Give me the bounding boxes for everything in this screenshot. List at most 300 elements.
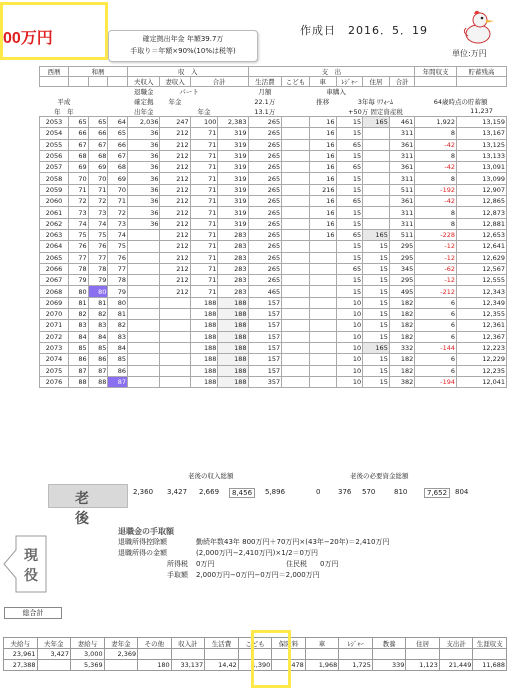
table-cell: 15: [363, 309, 390, 320]
table-cell: 495: [389, 286, 414, 297]
table-row: [40, 128, 507, 139]
summary-cell: [406, 649, 440, 660]
table-cell: 71: [190, 196, 218, 207]
table-cell: [363, 128, 390, 139]
table-cell: 188: [218, 320, 248, 331]
table-cell: 72: [88, 196, 108, 207]
table-cell: 15: [363, 263, 390, 274]
table-cell: 319: [218, 150, 248, 161]
table-cell: 212: [160, 150, 190, 161]
col-expense-total: 合計: [389, 77, 414, 87]
table-cell: 15: [336, 275, 363, 286]
table-cell: 265: [248, 162, 282, 173]
table-cell: 16: [309, 128, 336, 139]
table-cell: 511: [389, 229, 414, 240]
table-cell: 71: [88, 184, 108, 195]
table-cell: 74: [108, 229, 128, 240]
summary-cell: 3,427: [37, 649, 71, 660]
table-cell: 12,907: [457, 184, 507, 195]
table-cell: 36: [128, 218, 160, 229]
summary-value: 810: [394, 488, 408, 496]
income-amount-value: (2,000万円−2,410万円)×1/2＝0万円: [196, 549, 318, 557]
table-cell: [282, 207, 310, 218]
table-cell: 84: [68, 331, 88, 342]
table-cell: 2058: [40, 173, 69, 184]
table-cell: 16: [309, 173, 336, 184]
table-row: [40, 196, 507, 207]
table-cell: 157: [248, 331, 282, 342]
summary-value: 570: [362, 488, 376, 496]
table-cell: 2066: [40, 263, 69, 274]
income-total-label: 老後の収入総額: [188, 472, 234, 480]
table-cell: 265: [248, 196, 282, 207]
table-cell: 319: [218, 139, 248, 150]
table-cell: 16: [309, 196, 336, 207]
table-cell: 283: [218, 263, 248, 274]
table-cell: 182: [389, 320, 414, 331]
table-cell: 71: [68, 184, 88, 195]
table-cell: [363, 196, 390, 207]
table-cell: 15: [363, 286, 390, 297]
table-cell: 81: [88, 297, 108, 308]
summary-cell: 車: [305, 638, 339, 649]
table-cell: 83: [68, 320, 88, 331]
table-cell: 182: [389, 309, 414, 320]
table-cell: [282, 196, 310, 207]
label-monthly-3: 13.1万: [254, 107, 276, 116]
table-cell: 16: [309, 218, 336, 229]
table-cell: 295: [389, 252, 414, 263]
table-cell: 67: [88, 139, 108, 150]
table-cell: 188: [218, 365, 248, 376]
table-cell: 12,653: [457, 229, 507, 240]
table-cell: 69: [108, 173, 128, 184]
table-cell: 84: [88, 331, 108, 342]
col-housing: 住居: [363, 77, 390, 87]
table-cell: 2073: [40, 342, 69, 353]
table-cell: 319: [218, 218, 248, 229]
table-cell: 13,099: [457, 173, 507, 184]
summary-cell: [473, 649, 507, 660]
table-cell: 2070: [40, 309, 69, 320]
table-cell: 74: [88, 218, 108, 229]
table-cell: 361: [389, 162, 414, 173]
table-cell: 71: [190, 162, 218, 173]
table-cell: 2063: [40, 229, 69, 240]
pension-callout: [108, 30, 258, 62]
table-cell: 76: [88, 241, 108, 252]
table-cell: 188: [218, 354, 248, 365]
table-cell: [309, 342, 336, 353]
summary-value: 7,652: [424, 488, 450, 498]
table-cell: 86: [88, 354, 108, 365]
table-cell: 157: [248, 320, 282, 331]
table-cell: 82: [108, 320, 128, 331]
table-cell: 87: [88, 365, 108, 376]
table-cell: 465: [248, 286, 282, 297]
summary-cell: 1,968: [305, 660, 339, 671]
summary-cell: 33,137: [171, 660, 205, 671]
table-cell: 182: [389, 354, 414, 365]
table-cell: 12,629: [457, 252, 507, 263]
table-cell: 357: [248, 376, 282, 387]
col-year: 西暦: [40, 67, 69, 77]
table-cell: -228: [415, 229, 457, 240]
table-cell: 212: [160, 207, 190, 218]
table-cell: 188: [218, 376, 248, 387]
summary-cell: 27,388: [4, 660, 38, 671]
table-cell: 16: [309, 150, 336, 161]
label-out-pension: 出年金: [134, 107, 154, 116]
table-cell: [282, 354, 310, 365]
table-cell: 71: [190, 218, 218, 229]
table-cell: 265: [248, 128, 282, 139]
table-cell: 66: [88, 128, 108, 139]
table-cell: 2072: [40, 331, 69, 342]
retirement-heading: 退職金の手取額: [118, 527, 174, 536]
table-cell: 10: [336, 309, 363, 320]
table-cell: 36: [128, 150, 160, 161]
table-cell: [282, 365, 310, 376]
label-trend: 推移: [316, 98, 330, 106]
table-cell: 265: [248, 275, 282, 286]
label-pension: 年金: [168, 98, 182, 106]
table-cell: 15: [363, 241, 390, 252]
summary-value: 376: [338, 488, 352, 496]
table-cell: 12,041: [457, 376, 507, 387]
table-cell: 8: [415, 207, 457, 218]
table-cell: -144: [415, 342, 457, 353]
table-cell: [282, 162, 310, 173]
table-cell: 15: [336, 128, 363, 139]
table-cell: 71: [190, 184, 218, 195]
table-cell: 13,091: [457, 162, 507, 173]
table-cell: 77: [88, 252, 108, 263]
senior-label: 老 後: [75, 491, 111, 527]
table-cell: 6: [415, 354, 457, 365]
table-cell: 311: [389, 218, 414, 229]
current-arrow-icon: [2, 534, 50, 594]
table-cell: [282, 173, 310, 184]
table-cell: 10: [336, 320, 363, 331]
table-cell: 15: [363, 331, 390, 342]
table-cell: 74: [68, 218, 88, 229]
summary-cell: [439, 649, 473, 660]
table-cell: 65: [336, 229, 363, 240]
table-cell: 2,036: [128, 117, 160, 128]
summary-cell: 180: [138, 660, 172, 671]
table-cell: -12: [415, 241, 457, 252]
table-cell: 6: [415, 331, 457, 342]
table-cell: -12: [415, 275, 457, 286]
label-part: パート: [179, 88, 199, 97]
table-cell: 12,881: [457, 218, 507, 229]
table-cell: 15: [336, 150, 363, 161]
table-cell: [128, 297, 160, 308]
table-row: [40, 207, 507, 218]
table-cell: 265: [248, 207, 282, 218]
table-cell: 265: [248, 252, 282, 263]
table-cell: [128, 365, 160, 376]
table-cell: 188: [190, 342, 218, 353]
table-cell: 15: [336, 207, 363, 218]
table-cell: 2055: [40, 139, 69, 150]
table-cell: 86: [68, 354, 88, 365]
table-cell: 2065: [40, 252, 69, 263]
table-cell: 66: [108, 139, 128, 150]
summary-cell: 収入計: [171, 638, 205, 649]
net-amount-value: 2,000万円−0万円−0万円＝2,000万円: [196, 571, 320, 579]
expense-total-label: 老後の必要資金総額: [350, 472, 409, 480]
table-cell: -42: [415, 162, 457, 173]
table-cell: 70: [108, 184, 128, 195]
table-cell: [309, 286, 336, 297]
table-row: [40, 309, 507, 320]
table-cell: [309, 320, 336, 331]
table-cell: 165: [363, 229, 390, 240]
table-cell: 78: [108, 275, 128, 286]
table-cell: 69: [68, 162, 88, 173]
table-cell: 36: [128, 196, 160, 207]
table-cell: 319: [218, 207, 248, 218]
current-label-2: 役: [24, 568, 38, 584]
table-cell: [282, 117, 310, 128]
summary-value: 804: [455, 488, 469, 496]
table-cell: 265: [248, 150, 282, 161]
callout-line-1: 確定拠出年金 年額39.7万: [142, 35, 224, 43]
table-cell: 10: [336, 331, 363, 342]
col-income: 収 入: [128, 67, 248, 77]
table-cell: 83: [88, 320, 108, 331]
table-cell: [282, 297, 310, 308]
summary-value: 8,456: [229, 488, 255, 498]
table-row: [40, 184, 507, 195]
table-cell: 68: [88, 150, 108, 161]
table-cell: 71: [190, 263, 218, 274]
table-cell: 157: [248, 309, 282, 320]
created-date: 作成日 2016．5．19: [300, 24, 428, 37]
col-era: 和暦: [68, 67, 127, 77]
col-child: こども: [282, 77, 310, 87]
table-cell: 2076: [40, 376, 69, 387]
table-cell: 73: [108, 218, 128, 229]
table-cell: -42: [415, 196, 457, 207]
table-cell: 71: [190, 139, 218, 150]
table-cell: [160, 320, 190, 331]
label-fixed-pension: 確定拠: [134, 98, 154, 106]
table-cell: 216: [309, 184, 336, 195]
table-cell: -212: [415, 286, 457, 297]
table-cell: 84: [108, 342, 128, 353]
table-cell: 247: [160, 117, 190, 128]
table-cell: 311: [389, 207, 414, 218]
table-cell: 85: [68, 342, 88, 353]
table-cell: 81: [68, 297, 88, 308]
table-cell: 157: [248, 365, 282, 376]
table-cell: 2053: [40, 117, 69, 128]
table-cell: -62: [415, 263, 457, 274]
summary-cell: 478: [272, 660, 306, 671]
col-income-total: 合計: [190, 77, 248, 87]
table-cell: 85: [108, 354, 128, 365]
table-cell: 82: [88, 309, 108, 320]
table-cell: 70: [68, 173, 88, 184]
summary-cell: 3,000: [71, 649, 105, 660]
table-cell: [309, 275, 336, 286]
table-cell: 265: [248, 139, 282, 150]
table-cell: 15: [336, 184, 363, 195]
table-cell: 188: [190, 365, 218, 376]
table-cell: 73: [88, 207, 108, 218]
table-cell: 212: [160, 218, 190, 229]
label-pension-2: 年金: [197, 107, 211, 116]
table-cell: 12,555: [457, 275, 507, 286]
table-cell: 15: [363, 252, 390, 263]
table-cell: 71: [190, 207, 218, 218]
table-cell: 86: [108, 365, 128, 376]
table-cell: 65: [336, 162, 363, 173]
table-cell: 65: [108, 128, 128, 139]
table-row: [40, 139, 507, 150]
table-cell: 13,133: [457, 150, 507, 161]
table-cell: 15: [363, 354, 390, 365]
table-cell: 6: [415, 365, 457, 376]
table-cell: [363, 218, 390, 229]
table-row: [40, 354, 507, 365]
table-cell: 165: [363, 342, 390, 353]
table-cell: 361: [389, 139, 414, 150]
table-cell: 15: [363, 297, 390, 308]
table-cell: [282, 331, 310, 342]
table-cell: [128, 286, 160, 297]
table-cell: 36: [128, 207, 160, 218]
table-cell: 68: [108, 162, 128, 173]
summary-cell: 1,725: [339, 660, 373, 671]
table-cell: [282, 241, 310, 252]
savings-at64-value: 11,237: [470, 107, 493, 116]
table-row: [40, 241, 507, 252]
table-cell: 12,343: [457, 286, 507, 297]
table-cell: [282, 218, 310, 229]
label-reform: 3年毎 ﾘﾌｫｰﾑ: [357, 98, 394, 106]
table-cell: 188: [190, 309, 218, 320]
table-cell: 319: [218, 128, 248, 139]
table-cell: [309, 309, 336, 320]
table-cell: 76: [68, 241, 88, 252]
table-cell: 8: [415, 128, 457, 139]
table-row: [40, 286, 507, 297]
table-cell: [282, 184, 310, 195]
current-label-1: 現: [24, 548, 38, 564]
summary-cell: 1,390: [238, 660, 272, 671]
table-cell: 12,367: [457, 331, 507, 342]
table-cell: -194: [415, 376, 457, 387]
table-cell: [282, 286, 310, 297]
table-cell: 265: [248, 241, 282, 252]
table-cell: 8: [415, 173, 457, 184]
net-amount-label: 手取額: [167, 571, 188, 579]
summary-cell: 住居: [406, 638, 440, 649]
table-row: [40, 150, 507, 161]
table-cell: 212: [160, 263, 190, 274]
table-cell: 15: [363, 320, 390, 331]
table-cell: 188: [190, 376, 218, 387]
table-cell: 8: [415, 150, 457, 161]
summary-cell: 保険料: [272, 638, 306, 649]
summary-value: 2,669: [199, 488, 220, 496]
table-cell: 283: [218, 252, 248, 263]
table-cell: 70: [88, 173, 108, 184]
table-cell: 73: [68, 207, 88, 218]
table-cell: [309, 263, 336, 274]
table-cell: 15: [363, 365, 390, 376]
table-cell: [309, 252, 336, 263]
table-cell: [128, 376, 160, 387]
table-cell: 10: [336, 342, 363, 353]
table-cell: [160, 309, 190, 320]
table-cell: [128, 320, 160, 331]
table-row: [40, 162, 507, 173]
summary-cell: [37, 660, 71, 671]
table-cell: 212: [160, 196, 190, 207]
table-cell: 15: [336, 218, 363, 229]
table-cell: 13,159: [457, 117, 507, 128]
table-cell: 67: [108, 150, 128, 161]
table-cell: 265: [248, 218, 282, 229]
col-husband-income: 夫収入: [128, 77, 160, 87]
table-cell: 212: [160, 128, 190, 139]
table-cell: 2,383: [218, 117, 248, 128]
summary-value: 0: [316, 488, 321, 496]
table-cell: 188: [190, 331, 218, 342]
summary-value: 2,360: [133, 488, 154, 496]
table-cell: 10: [336, 297, 363, 308]
bird-mascot-icon: [458, 6, 498, 46]
table-cell: [309, 297, 336, 308]
table-cell: 157: [248, 297, 282, 308]
summary-cell: [104, 660, 138, 671]
table-cell: [282, 139, 310, 150]
table-cell: [128, 263, 160, 274]
table-cell: [128, 354, 160, 365]
table-cell: [309, 376, 336, 387]
table-cell: 188: [190, 354, 218, 365]
table-row: [40, 376, 507, 387]
table-cell: 71: [190, 252, 218, 263]
col-wife-income: 妻収入: [160, 77, 190, 87]
income-tax-value: 0万円: [196, 560, 215, 568]
table-cell: 6: [415, 297, 457, 308]
summary-cell: 妻年金: [104, 638, 138, 649]
table-cell: 2062: [40, 218, 69, 229]
summary-cell: 支出計: [439, 638, 473, 649]
summary-cell: 生活費: [205, 638, 239, 649]
table-cell: 12,355: [457, 309, 507, 320]
col-living: 生活費: [248, 77, 282, 87]
table-cell: 13,167: [457, 128, 507, 139]
table-row: [40, 342, 507, 353]
table-cell: [363, 139, 390, 150]
table-cell: 319: [218, 162, 248, 173]
table-cell: 36: [128, 139, 160, 150]
table-cell: 2067: [40, 275, 69, 286]
table-cell: [160, 376, 190, 387]
summary-cell: 妻給与: [71, 638, 105, 649]
table-cell: [282, 376, 310, 387]
table-cell: [160, 297, 190, 308]
table-cell: [160, 342, 190, 353]
table-cell: 88: [88, 376, 108, 387]
